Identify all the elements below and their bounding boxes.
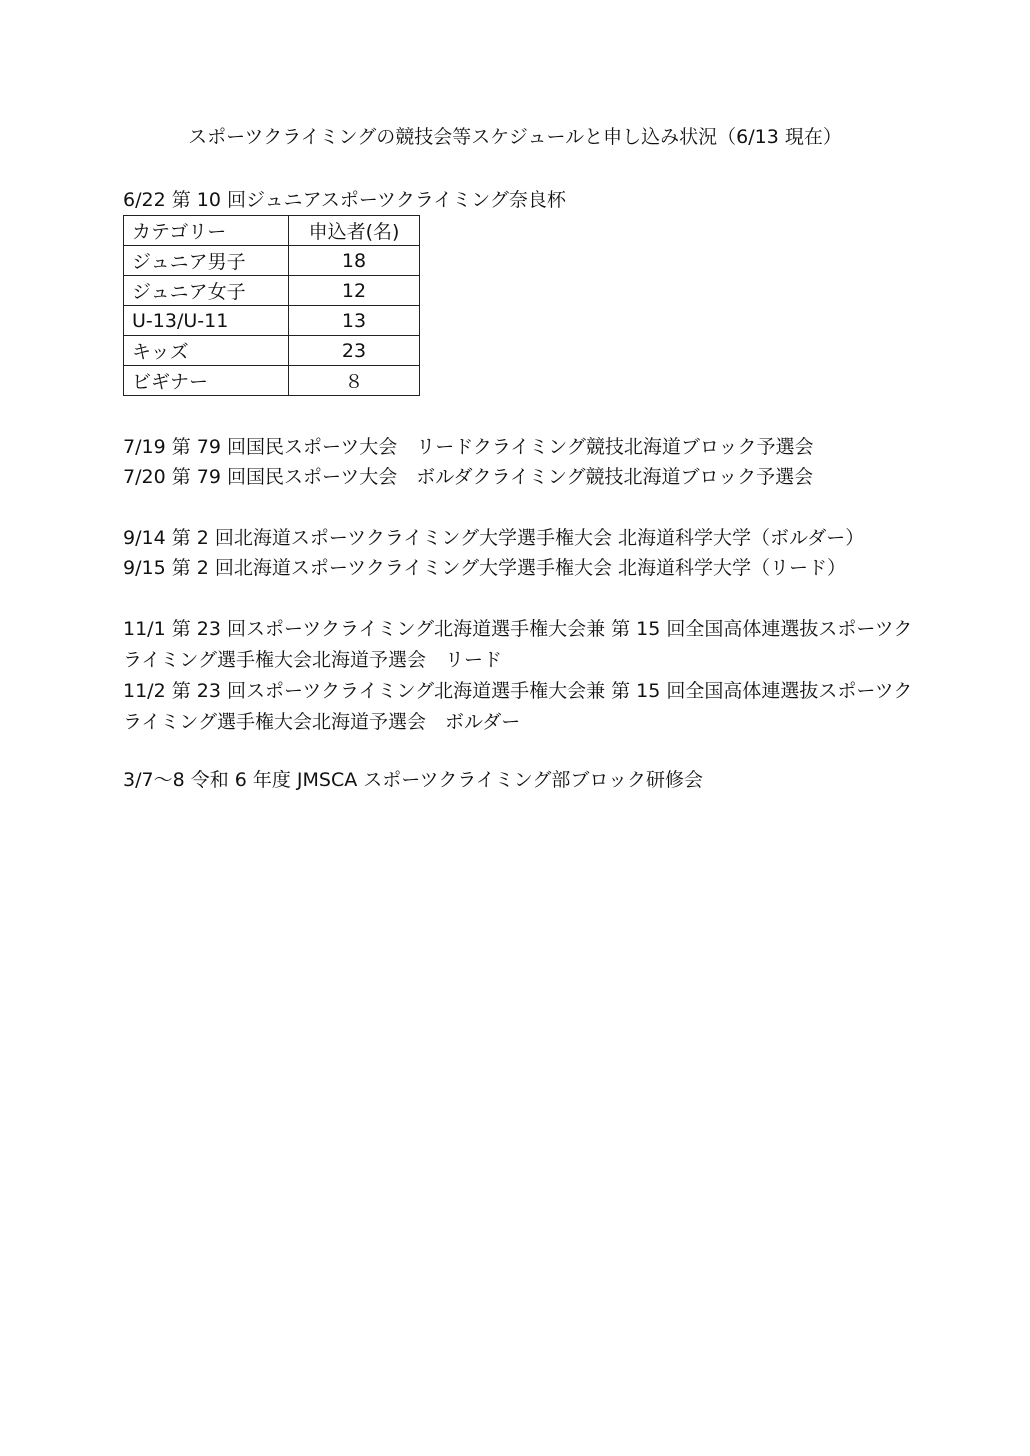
category-cell: キッズ: [124, 336, 289, 366]
event-line: 9/15 第 2 回北海道スポーツクライミング大学選手権大会 北海道科学大学（リード）: [123, 557, 847, 579]
table-row: [124, 306, 420, 336]
event-line: 11/1 第 23 回スポーツクライミング北海道選手権大会兼 第 15 回全国高体連選抜スポーツクライミング選手権大会北海道予選会 リード: [123, 618, 913, 671]
table-header-row: [124, 216, 420, 246]
table-row: [124, 366, 420, 396]
event-line: 7/20 第 79 回国民スポーツ大会 ボルダクライミング競技北海道ブロック予選会: [123, 466, 814, 488]
column-header-category: カテゴリー: [124, 216, 289, 246]
table-row: [124, 246, 420, 276]
category-cell: ジュニア男子: [124, 246, 289, 276]
event-line: 11/2 第 23 回スポーツクライミング北海道選手権大会兼 第 15 回全国高体連選抜スポーツクライミング選手権大会北海道予選会 ボルダー: [123, 680, 913, 733]
count-cell: ８: [289, 366, 420, 396]
count-cell: 13: [289, 306, 420, 336]
entries-table: [123, 215, 420, 396]
document-title: スポーツクライミングの競技会等スケジュールと申し込み状況（6/13 現在）: [188, 126, 842, 148]
count-cell: 23: [289, 336, 420, 366]
column-header-applicants: 申込者(名): [289, 216, 420, 246]
event-line: 3/7～8 令和 6 年度 JMSCA スポーツクライミング部ブロック研修会: [123, 769, 703, 791]
table-row: [124, 336, 420, 366]
count-cell: 18: [289, 246, 420, 276]
event-line: 9/14 第 2 回北海道スポーツクライミング大学選手権大会 北海道科学大学（ボルダー）: [123, 527, 865, 549]
category-cell: U-13/U-11: [124, 306, 289, 336]
table-row: [124, 276, 420, 306]
junior-cup-heading: 6/22 第 10 回ジュニアスポーツクライミング奈良杯: [123, 189, 566, 211]
category-cell: ジュニア女子: [124, 276, 289, 306]
event-line: 7/19 第 79 回国民スポーツ大会 リードクライミング競技北海道ブロック予選会: [123, 436, 814, 458]
count-cell: 12: [289, 276, 420, 306]
category-cell: ビギナー: [124, 366, 289, 396]
